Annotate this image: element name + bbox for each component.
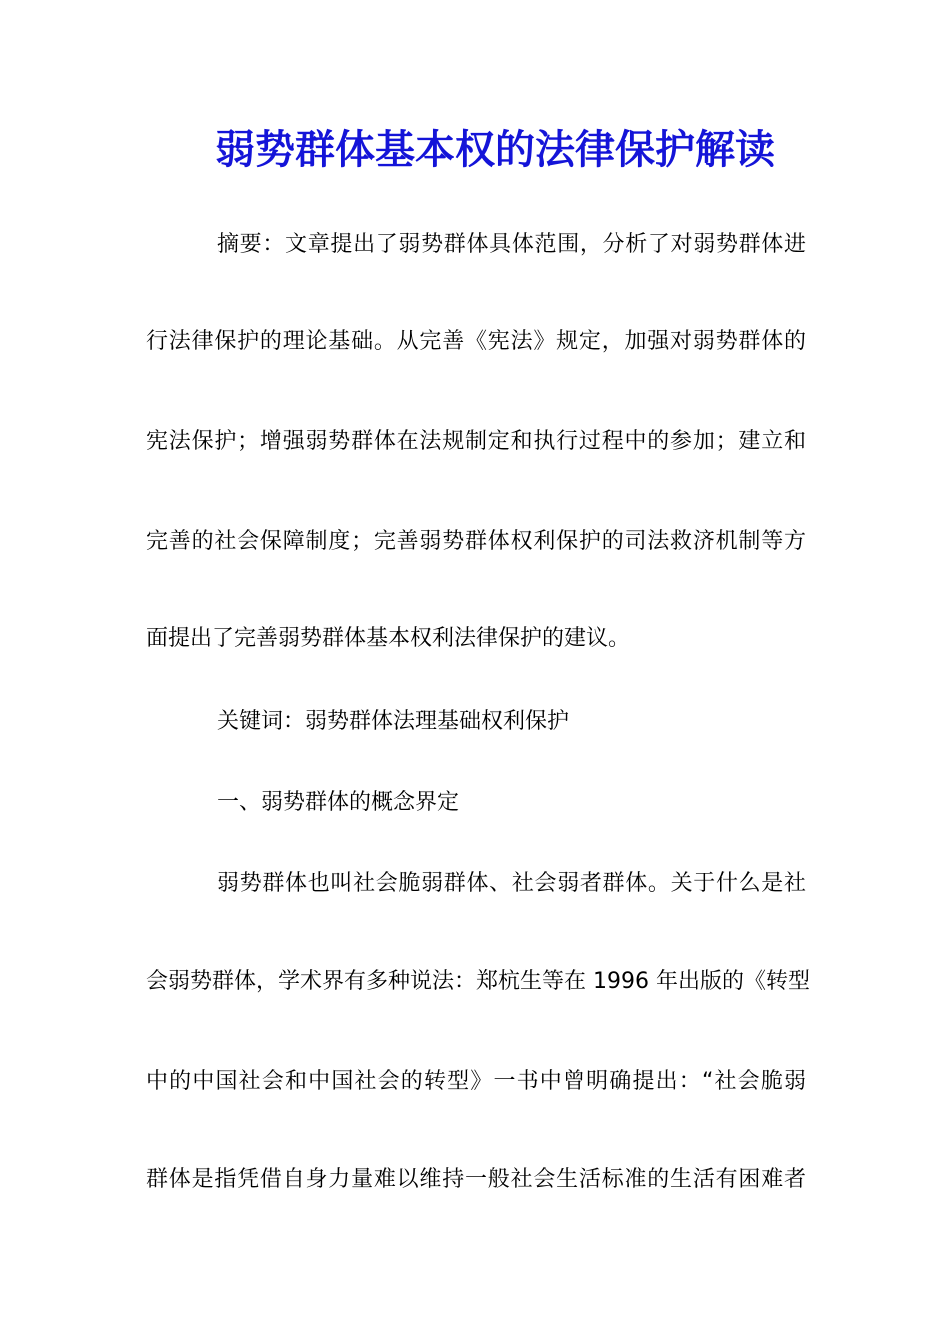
abstract-line: 宪法保护；增强弱势群体在法规制定和执行过程中的参加；建立和: [146, 429, 806, 454]
document-title: 弱势群体基本权的法律保护解读: [215, 126, 775, 173]
body-line: 群体是指凭借自身力量难以维持一般社会生活标准的生活有困难者: [146, 1167, 806, 1192]
abstract-line: 行法律保护的理论基础。从完善《宪法》规定，加强对弱势群体的: [146, 329, 806, 354]
section-heading: 一、弱势群体的概念界定: [217, 790, 460, 815]
body-line: 弱势群体也叫社会脆弱群体、社会弱者群体。关于什么是社: [217, 871, 806, 896]
keywords: 关键词：弱势群体法理基础权利保护: [217, 709, 570, 734]
abstract-line: 完善的社会保障制度；完善弱势群体权利保护的司法救济机制等方: [146, 529, 806, 554]
abstract-line: 面提出了完善弱势群体基本权利法律保护的建议。: [146, 626, 631, 651]
body-line: 中的中国社会和中国社会的转型》一书中曾明确提出：“社会脆弱: [146, 1069, 806, 1094]
body-line: 会弱势群体，学术界有多种说法：郑杭生等在 1996 年出版的《转型: [146, 969, 810, 994]
abstract-line: 摘要：文章提出了弱势群体具体范围，分析了对弱势群体进: [217, 232, 806, 257]
